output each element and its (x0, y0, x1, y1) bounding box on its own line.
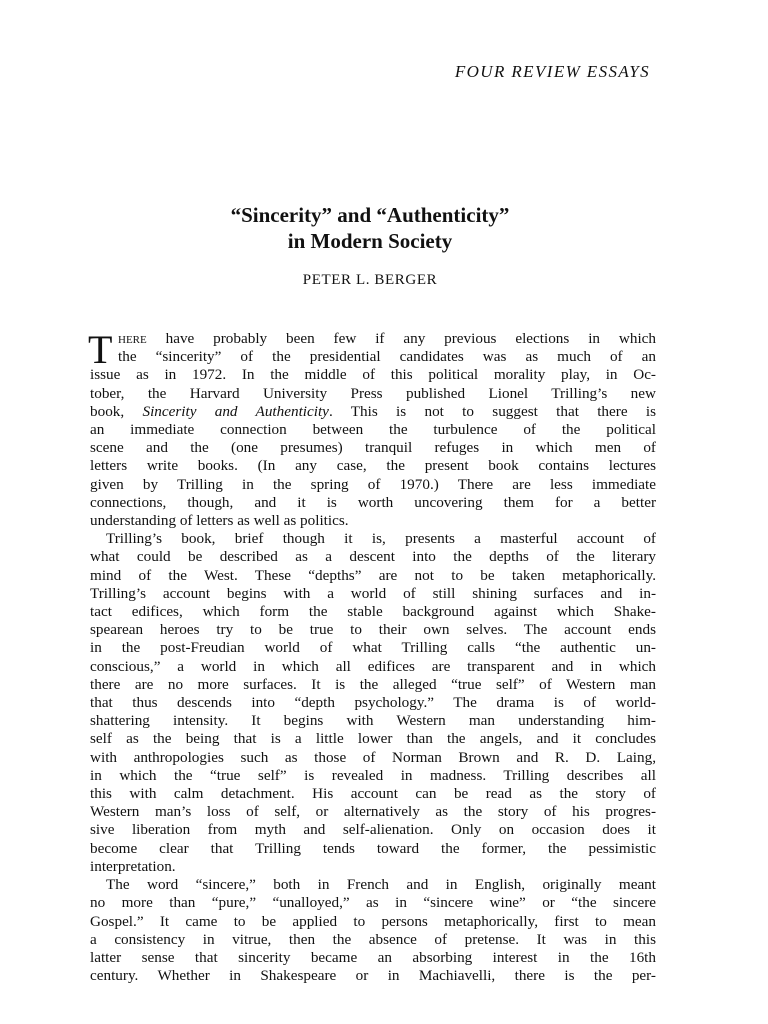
body-line: the “sincerity” of the presidential candidates was as much of an (118, 348, 656, 366)
body-line: letters write books. (In any case, the present book contains lectures (90, 457, 656, 475)
body-line-smallcaps: here (118, 330, 147, 347)
body-line: given by Trilling in the spring of 1970.) There are less immediate (90, 475, 656, 493)
article-title (0, 202, 740, 254)
body-line: understanding of letters as well as politics. (90, 512, 349, 530)
book-title-italic: Sincerity and Authenticity (142, 402, 329, 420)
body-line: latter sense that sincerity became an absorbing interest in the 16th (90, 948, 656, 966)
drop-cap: T (88, 327, 113, 372)
body-line: century. Whether in Shakespeare or in Machiavelli, there is the per- (90, 967, 656, 985)
body-line: Trilling’s account begins with a world of still shining surfaces and in- (90, 584, 656, 602)
body-line: spearean heroes try to be true to their own selves. The account ends (90, 621, 656, 639)
body-line: interpretation. (90, 857, 176, 875)
body-line: scene and the (one presumes) tranquil refuges in which men of (90, 439, 656, 457)
body-line: self as the being that is a little lower than the angels, and it concludes (90, 730, 656, 748)
body-line: Trilling’s book, brief though it is, presents a masterful account of (106, 530, 656, 548)
body-line: issue as in 1972. In the middle of this political morality play, in Oc- (90, 366, 656, 384)
body-line: tober, the Harvard University Press published Lionel Trilling’s new (90, 384, 656, 402)
body-line: The word “sincere,” both in French and in English, originally meant (106, 876, 656, 894)
body-line: conscious,” a world in which all edifices are transparent and in which (90, 657, 656, 675)
author-name: PETER L. BERGER (302, 272, 438, 288)
body-line: shattering intensity. It begins with Western man understanding him- (90, 712, 656, 730)
body-line: a consistency in vitrue, then the absence of pretense. It was in this (90, 930, 656, 948)
body-line: tact edifices, which form the stable background against which Shake- (90, 603, 656, 621)
body-line: that thus descends into “depth psychology.” The drama is of world- (90, 694, 656, 712)
body-line: in which the “true self” is revealed in madness. Trilling describes all (90, 766, 656, 784)
article-title-line-2: in Modern Society (287, 229, 453, 253)
body-line: Gospel.” It came to be applied to persons metaphorically, first to mean (90, 912, 656, 930)
body-line: an immediate connection between the turbulence of the political (90, 421, 656, 439)
body-line (90, 403, 656, 421)
body-line-text: have probably been few if any previous elections in which (146, 330, 656, 347)
body-line: with anthropologies such as those of Norman Brown and R. D. Laing, (90, 748, 656, 766)
body-line: this with calm detachment. His account can be read as the story of (90, 785, 656, 803)
body-line: there are no more surfaces. It is the alleged “true self” of Western man (90, 675, 656, 693)
article-title-line-1: “Sincerity” and “Authenticity” (230, 203, 510, 227)
running-head: FOUR REVIEW ESSAYS (454, 62, 650, 81)
body-line-text: book, (90, 402, 143, 420)
body-line: what could be described as a descent into the depths of the literary (90, 548, 656, 566)
body-line (90, 330, 656, 348)
body-line: become clear that Trilling tends toward the former, the pessimistic (90, 839, 656, 857)
article-body (88, 327, 656, 985)
body-line: sive liberation from myth and self-alienation. Only on occasion does it (90, 821, 656, 839)
body-line: mind of the West. These “depths” are not to be taken metaphorically. (90, 566, 656, 584)
body-line: in the post-Freudian world of what Trilling calls “the authentic un- (90, 639, 656, 657)
body-line: connections, though, and it is worth uncovering them for a better (90, 493, 656, 511)
body-line: no more than “pure,” “unalloyed,” as in “sincere wine” or “the sincere (90, 894, 656, 912)
body-line: Western man’s loss of self, or alternatively as the story of his progres- (90, 803, 656, 821)
body-line-text: . This is not to suggest that there is (328, 402, 656, 420)
